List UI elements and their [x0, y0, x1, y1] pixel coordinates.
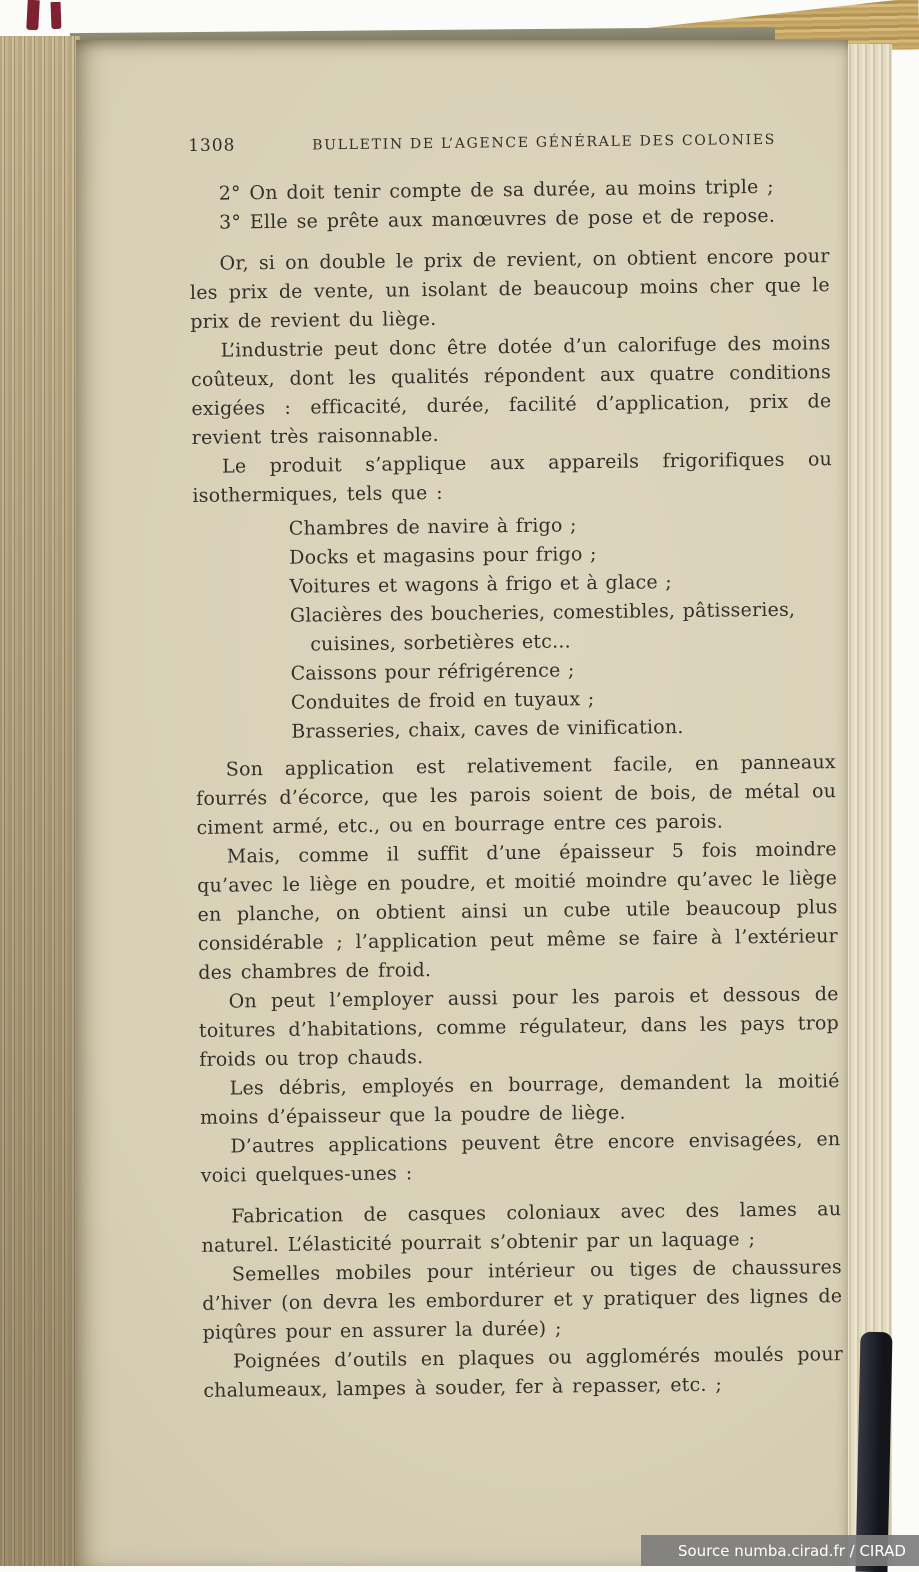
source-attribution-text: Source numba.cirad.fr / CIRAD [677, 1541, 906, 1560]
paragraph-son-application: Son application est relativement facile, en panneaux fourrés d’écorce, que les parois soient de bois, de métal ou ciment armé, etc., ou en bourrage entre ces parois. [196, 751, 837, 839]
source-attribution [641, 1535, 919, 1566]
paragraph-on-peut-employer: On peut l’employer aussi pour les parois et dessous de toitures d’habitations, comme régulateur, dans les pays trop froids ou trop chauds. [198, 983, 840, 1071]
list-item: Chambres de navire à frigo ; [288, 514, 577, 540]
paragraph-autres-applications: D’autres applications peuvent être encore envisagées, en voici quelques-unes : [200, 1128, 841, 1187]
numbered-point-3: 3° Elle se prête aux manœuvres de pose et de repose. [218, 204, 776, 234]
paragraph-semelles: Semelles mobiles pour intérieur ou tiges de chaussures d’hiver (on devra les embordurer et y pratiquer des lignes de piqûres pour en assurer la durée) ; [202, 1256, 843, 1344]
page-text [188, 124, 844, 1406]
paragraph-poignees: Poignées d’outils en plaques ou agglomérés moulés pour chalumeaux, lampes à souder, fer à repasser, etc. ; [203, 1343, 844, 1402]
list-item: Conduites de froid en tuyaux ; [290, 688, 595, 714]
running-title: BULLETIN DE L’AGENCE GÉNÉRALE DES COLONIES [312, 131, 777, 154]
page-number: 1308 [188, 135, 236, 156]
book-left-page-stack-edge [0, 36, 80, 1566]
paragraph-or-si-on-double: Or, si on double le prix de revient, on obtient encore pour les prix de vente, un isolant de beaucoup moins cher que le prix de revient du liège. [189, 245, 831, 333]
numbered-point-2: 2° On doit tenir compte de sa durée, au moins triple ; [218, 175, 774, 205]
paragraph-mais-comme: Mais, comme il suffit d’une épaisseur 5 fois moindre qu’avec le liège en poudre, et moitié moindre qu’avec le liège en planche, on obtient ainsi un cube utile beaucoup plus considérable ; l’application peut même se faire à l’extérieur des chambres de froid. [197, 838, 839, 984]
paragraph-fabrication-casques: Fabrication de casques coloniaux avec des lames au naturel. L’élasticité pourrait s’obtenir par un laquage ; [201, 1198, 842, 1257]
list-item: Caissons pour réfrigérence ; [290, 659, 575, 685]
paragraph-industrie: L’industrie peut donc être dotée d’un calorifuge des moins coûteux, dont les qualités répondent aux quatre conditions exigées : efficacité, durée, facilité d’application, prix de revient très raisonnable. [190, 332, 832, 449]
page-header [188, 124, 828, 162]
list-item: Voitures et wagons à frigo et à glace ; [289, 571, 673, 598]
paragraph-le-produit: Le produit s’applique aux appareils frigorifiques ou isothermiques, tels que : [192, 448, 833, 507]
applications-list [289, 508, 836, 747]
book-headband [26, 0, 40, 30]
list-item: Glacières des boucheries, comestibles, pâtisseries, cuisines, sorbetières etc... [289, 598, 796, 656]
list-item: Docks et magasins pour frigo ; [289, 543, 597, 569]
book-headband [51, 2, 62, 29]
list-item: Brasseries, chaix, caves de vinification. [291, 715, 684, 743]
scanned-page [76, 40, 848, 1566]
paragraph-les-debris: Les débris, employés en bourrage, demandent la moitié moins d’épaisseur que la poudre de liège. [199, 1070, 840, 1129]
